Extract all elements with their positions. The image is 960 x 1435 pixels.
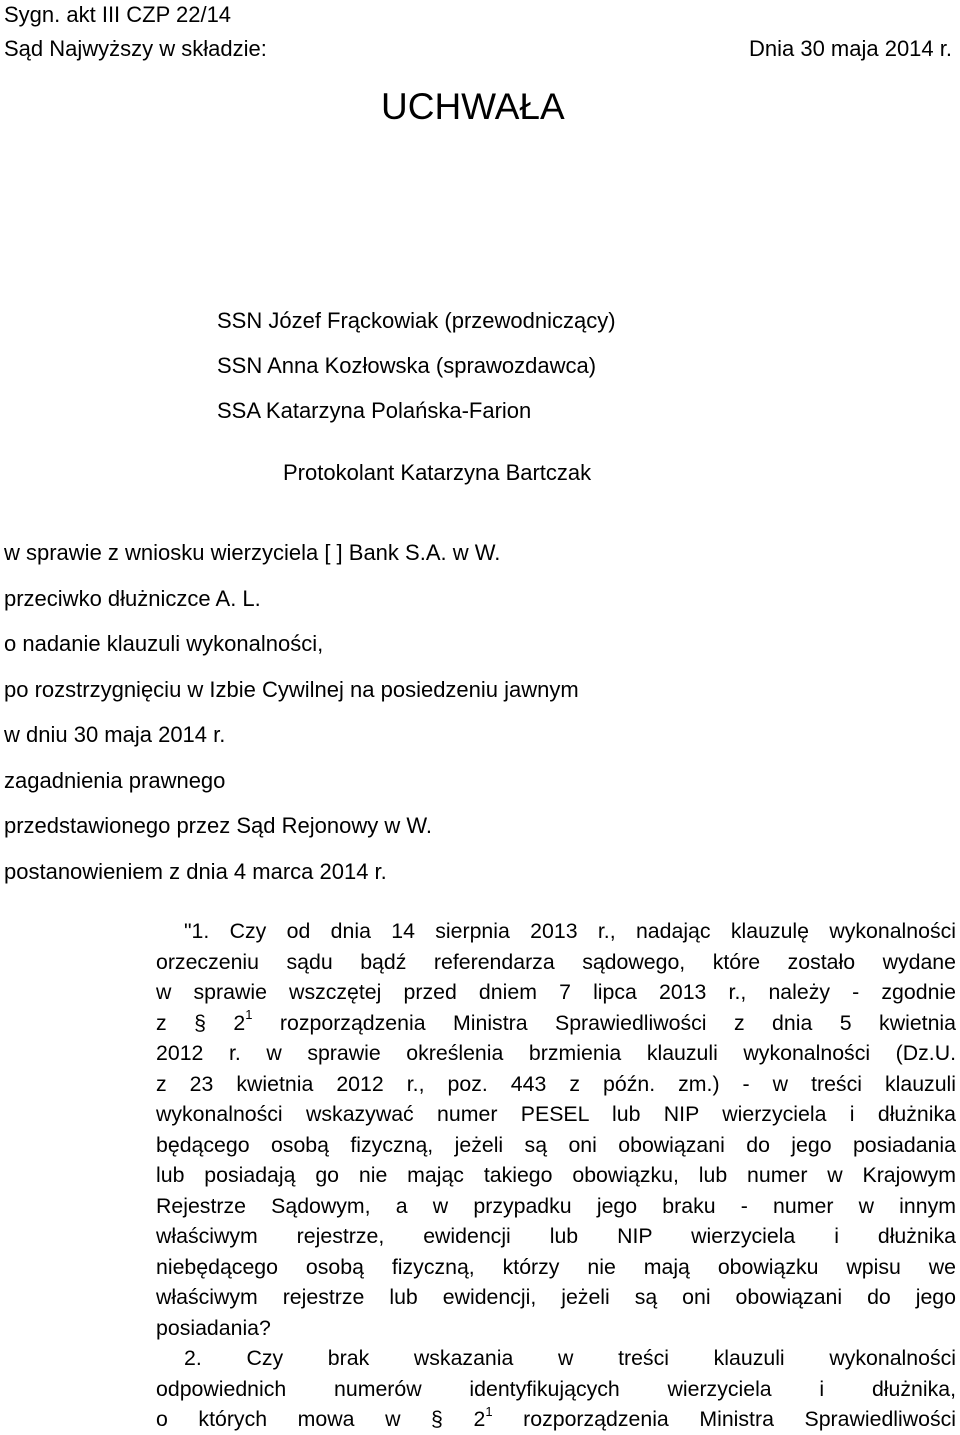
case-line: zagadnienia prawnego — [4, 767, 226, 793]
superscript: 1 — [485, 1403, 493, 1419]
court-reporter: Protokolant Katarzyna Bartczak — [283, 460, 592, 485]
question-line — [156, 1008, 956, 1039]
question-line: 2012 r. w sprawie określenia brzmienia klauzuli wykonalności (Dz.U. — [156, 1041, 956, 1065]
question-line — [156, 1404, 956, 1435]
question-line: lub posiadają go nie mając takiego obowiązku, lub numer w Krajowym — [156, 1163, 956, 1187]
question-line: wykonalności wskazywać numer PESEL lub NIP wierzyciela i dłużnika — [156, 1102, 956, 1126]
question-line: orzeczeniu sądu bądź referendarza sądowego, które zostało wydane — [156, 949, 956, 974]
legal-question — [156, 916, 956, 1435]
document-title: UCHWAŁA — [381, 86, 565, 127]
judge-rapporteur: SSN Anna Kozłowska (sprawozdawca) — [217, 353, 597, 378]
case-line: po rozstrzygnięciu w Izbie Cywilnej na posiedzeniu jawnym — [4, 676, 579, 702]
question-line-part: z § 2 — [156, 1010, 246, 1035]
question-line: właściwym rejestrze lub ewidencji, jeżeli są oni obowiązani do jego — [156, 1285, 956, 1309]
question-line: 2. Czy brak wskazania w treści klauzuli wykonalności — [184, 1346, 956, 1370]
case-line: przedstawionego przez Sąd Rejonowy w W. — [4, 813, 432, 838]
case-description — [4, 530, 904, 894]
judges-panel — [217, 298, 616, 433]
question-line-part: rozporządzenia Ministra Sprawiedliwości — [492, 1407, 957, 1431]
question-line: niebędącego osobą fizyczną, którzy nie mają obowiązku wpisu we — [156, 1254, 956, 1279]
question-line-part: o których mowa w § 2 — [156, 1407, 486, 1431]
case-line: o nadanie klauzuli wykonalności, — [4, 631, 324, 656]
court-composition-label: Sąd Najwyższy w składzie: — [4, 36, 267, 61]
judge-member: SSA Katarzyna Polańska-Farion — [217, 398, 532, 423]
question-line: posiadania? — [156, 1315, 271, 1340]
question-line: z 23 kwietnia 2012 r., poz. 443 z późn. zm.) - w treści klauzuli — [156, 1071, 956, 1096]
question-line: w sprawie wszczętej przed dniem 7 lipca 2013 r., należy - zgodnie — [156, 980, 956, 1004]
judge-presiding: SSN Józef Frąckowiak (przewodniczący) — [217, 308, 616, 333]
case-line: postanowieniem z dnia 4 marca 2014 r. — [4, 858, 387, 884]
question-line: "1. Czy od dnia 14 sierpnia 2013 r., nadając klauzulę wykonalności — [184, 919, 956, 943]
question-line: Rejestrze Sądowym, a w przypadku jego braku - numer w innym — [156, 1193, 956, 1218]
question-line: właściwym rejestrze, ewidencji lub NIP wierzyciela i dłużnika — [156, 1224, 956, 1248]
decision-date: Dnia 30 maja 2014 r. — [748, 36, 952, 61]
case-signature: Sygn. akt III CZP 22/14 — [4, 2, 232, 27]
superscript: 1 — [245, 1007, 253, 1023]
question-line: będącego osobą fizyczną, jeżeli są oni obowiązani do jego posiadania — [156, 1132, 956, 1157]
case-line: w dniu 30 maja 2014 r. — [4, 722, 226, 747]
case-line: przeciwko dłużniczce A. L. — [4, 585, 261, 611]
question-line: odpowiednich numerów identyfikujących wierzyciela i dłużnika, — [156, 1376, 956, 1401]
case-line: w sprawie z wniosku wierzyciela [ ] Bank S.A. w W. — [4, 540, 501, 565]
question-line-part: rozporządzenia Ministra Sprawiedliwości z dnia 5 kwietnia — [252, 1010, 956, 1035]
